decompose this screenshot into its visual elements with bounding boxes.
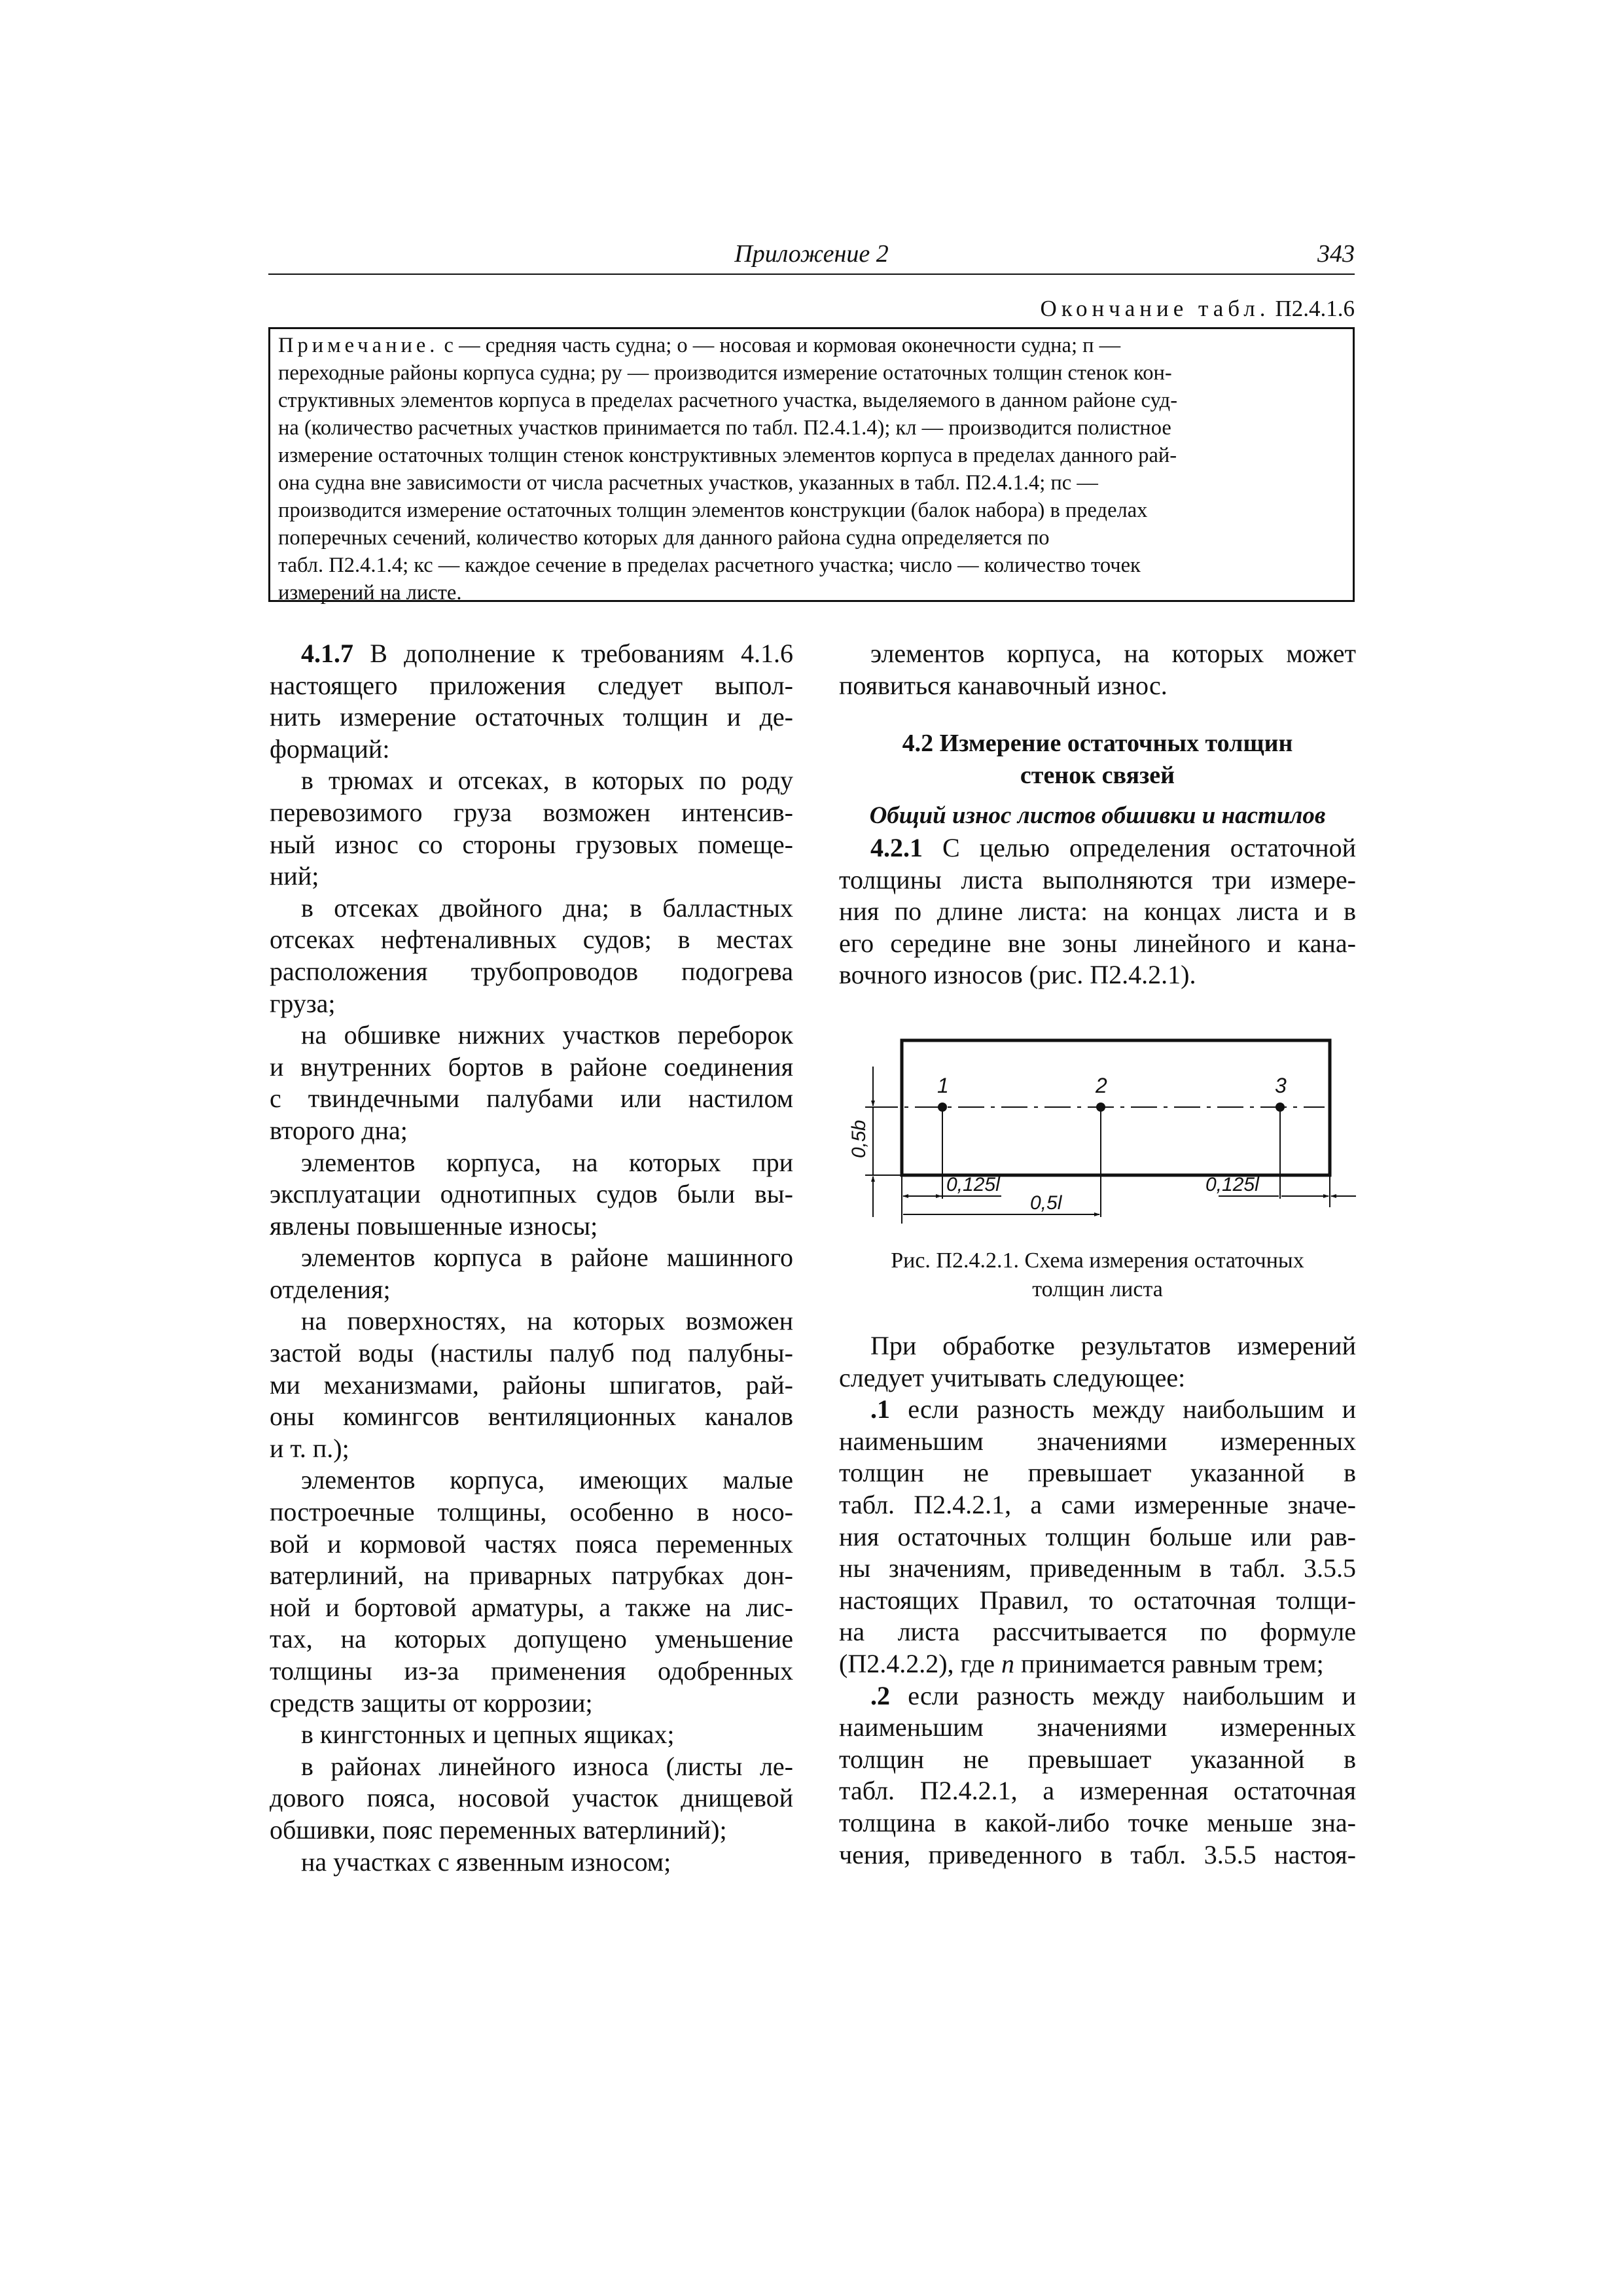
text-line (839, 1680, 1356, 1712)
note-line: измерений на листе. (278, 581, 462, 605)
text-line: толщины из-за применения одобренных (270, 1656, 793, 1686)
running-header (268, 237, 1355, 271)
text-line: на листа рассчитывается по формуле (839, 1617, 1356, 1647)
text-line: вочного износов (рис. П2.4.2.1). (839, 960, 1196, 990)
text-line (839, 1648, 1356, 1680)
text-line: элементов корпуса, имеющих малые (301, 1465, 793, 1495)
text-line: нить измерение остаточных толщин и де- (270, 702, 793, 732)
figure-diagram (839, 1027, 1356, 1230)
text-line: При обработке результатов измерений (870, 1331, 1356, 1360)
text-line: на обшивке нижних участков переборок (301, 1020, 793, 1050)
text-line: табл. П2.4.2.1, а сами измеренные значе- (839, 1489, 1356, 1519)
item-number: .2 (870, 1680, 890, 1710)
note-line: табл. П2.4.1.4; кс — каждое сечение в пределах расчетного участка; число — количество точек (278, 554, 1141, 577)
note-line: производится измерение остаточных толщин элементов конструкции (балок набора) в пределах (278, 499, 1148, 522)
text-line (839, 1394, 1356, 1426)
text-line: в районах линейного износа (листы ле- (301, 1751, 793, 1781)
text-line (839, 832, 1356, 864)
point-label-2: 2 (1096, 1074, 1107, 1097)
text-line: ми механизмами, районы шпигатов, рай- (270, 1369, 793, 1400)
note-label: Примечание. (278, 334, 439, 357)
text-line: ния по длине листа: на концах листа и в (839, 896, 1356, 927)
spacer (839, 791, 1356, 800)
text-fragment: принимается равным трем; (1014, 1648, 1324, 1678)
para-number: 4.1.7 (301, 639, 353, 668)
text-line: толщин не превышает указанной в (839, 1744, 1356, 1774)
text-line: и т. п.); (270, 1433, 349, 1463)
right-column-bottom (839, 1330, 1356, 1871)
text-line: обшивки, пояс переменных ватерлиний); (270, 1814, 727, 1845)
note-line (278, 332, 1345, 359)
text-line: тах, на которых допущено уменьшение (270, 1624, 793, 1654)
note-line: она судна вне зависимости от числа расчетных участков, указанных в табл. П2.4.1.4; пс — (278, 471, 1098, 495)
text-line: ния остаточных толщин больше или рав- (839, 1521, 1356, 1551)
text-line: застой воды (настилы палуб под палубны- (270, 1338, 793, 1368)
running-title: Приложение 2 (734, 240, 889, 268)
text-line (270, 638, 793, 670)
text-fragment: если разность между наибольшим и (890, 1394, 1356, 1424)
text-line: в трюмах и отсеках, в которых по роду (301, 766, 793, 796)
text-line: перевозимого груза возможен интенсив- (270, 797, 793, 827)
page-number: 343 (1317, 240, 1355, 268)
left-column (270, 638, 793, 1878)
text-line: элементов корпуса, на которых при (301, 1147, 793, 1177)
note-line: переходные районы корпуса судна; ру — производится измерение остаточных толщин стенок кон- (278, 361, 1172, 385)
text-line: ной и бортовой арматуры, а также на лис- (270, 1592, 793, 1622)
text-line: второго дна; (270, 1115, 408, 1145)
text-line: на участках с язвенным износом; (301, 1846, 671, 1877)
text-fragment: С целью определения остаточной (923, 832, 1356, 862)
text-line: формаций: (270, 733, 390, 764)
text-line: его середине вне зоны линейного и кана- (839, 928, 1356, 958)
text-line: элементов корпуса, на которых может (870, 639, 1356, 668)
text-line: отсеках нефтеналивных судов; в местах (270, 925, 793, 955)
table-end-text: Окончание табл. (1040, 296, 1270, 321)
text-line: оны комингсов вентиляционных каналов (270, 1402, 793, 1432)
caption-line: Рис. П2.4.2.1. Схема измерения остаточных (891, 1248, 1304, 1273)
text-line: элементов корпуса в районе машинного (301, 1243, 793, 1273)
text-line: ны значениям, приведенным в табл. 3.5.5 (839, 1553, 1356, 1583)
text-line: чения, приведенного в табл. 3.5.5 настоя- (839, 1839, 1356, 1869)
text-line: появиться канавочный износ. (839, 670, 1168, 700)
figure-caption (839, 1246, 1356, 1304)
text-line: ний; (270, 861, 319, 891)
point-label-3: 3 (1275, 1074, 1287, 1097)
right-column-top (839, 638, 1356, 991)
table-note (268, 327, 1355, 605)
text-line: построечные толщины, особенно в носо- (270, 1497, 793, 1527)
text-fragment: (П2.4.2.2), где (839, 1648, 1002, 1678)
text-line: средств защиты от коррозии; (270, 1687, 593, 1718)
text-line: толщина в какой-либо точке меньше зна- (839, 1807, 1356, 1837)
text-line: в отсеках двойного дна; в балластных (301, 892, 793, 923)
section-title: стенок связей (1020, 761, 1175, 789)
dim-label-mid: 0,5l (1030, 1192, 1062, 1214)
para-number: 4.2.1 (870, 832, 923, 862)
text-line: расположения трубопроводов подогрева (270, 956, 793, 986)
text-fragment: В дополнение к требованиям 4.1.6 (353, 639, 793, 668)
text-line: следует учитывать следующее: (839, 1362, 1186, 1392)
note-line: на (количество расчетных участков принимается по табл. П2.4.1.4); кл — производится полистное (278, 416, 1171, 440)
text-line: дового пояса, носовой участок днищевой (270, 1783, 793, 1813)
note-line: измерение остаточных толщин стенок конструктивных элементов корпуса в пределах данного рай- (278, 444, 1177, 467)
text-line: ватерлиний, на приварных патрубках дон- (270, 1561, 793, 1591)
dim-label-right: 0,125l (1205, 1174, 1259, 1195)
note-text: с — средняя часть судна; о — носовая и кормовая оконечности судна; п — (438, 334, 1121, 357)
spacer (839, 701, 1356, 728)
subsection-title: Общий износ листов обшивки и настилов (869, 802, 1326, 830)
text-line: явлены повышенные износы; (270, 1210, 598, 1241)
text-line: отделения; (270, 1274, 391, 1304)
text-line: наименьшим значениями измеренных (839, 1426, 1356, 1456)
text-line: наименьшим значениями измеренных (839, 1712, 1356, 1742)
section-title: 4.2 Измерение остаточных толщин (902, 730, 1293, 758)
text-line: вой и кормовой частях пояса переменных (270, 1528, 793, 1559)
text-line: настоящего приложения следует выпол- (270, 670, 793, 700)
text-line: ный износ со стороны грузовых помеще- (270, 829, 793, 859)
note-line: структивных элементов корпуса в пределах расчетного участка, выделяемого в данном районе суд- (278, 389, 1178, 412)
text-line: и внутренних бортов в районе соединения (270, 1051, 793, 1082)
figure-plate-measurement (839, 1027, 1356, 1230)
text-line: эксплуатации однотипных судов были вы- (270, 1179, 793, 1209)
note-line: поперечных сечений, количество которых для данного района судна определяется по (278, 526, 1050, 550)
text-line: толщин не превышает указанной в (839, 1458, 1356, 1488)
text-line: с твиндечными палубами или настилом (270, 1084, 793, 1114)
text-line: груза; (270, 988, 336, 1018)
dim-label-height: 0,5b (848, 1120, 870, 1158)
dim-label-left: 0,125l (946, 1174, 1000, 1195)
text-line: настоящих Правил, то остаточная толщи- (839, 1585, 1356, 1615)
variable-n: n (1001, 1648, 1015, 1678)
point-label-1: 1 (937, 1074, 949, 1097)
text-line: толщины листа выполняются три измере- (839, 864, 1356, 894)
text-line: табл. П2.4.2.1, а измеренная остаточная (839, 1776, 1356, 1806)
header-rule (268, 274, 1355, 275)
table-end-ref: П2.4.1.6 (1275, 296, 1355, 321)
caption-line: толщин листа (1032, 1277, 1163, 1301)
text-line: в кингстонных и цепных ящиках; (301, 1720, 675, 1750)
text-fragment: если разность между наибольшим и (890, 1680, 1356, 1710)
table-end-label (268, 296, 1355, 322)
text-line: на поверхностях, на которых возможен (301, 1306, 793, 1336)
item-number: .1 (870, 1394, 890, 1424)
